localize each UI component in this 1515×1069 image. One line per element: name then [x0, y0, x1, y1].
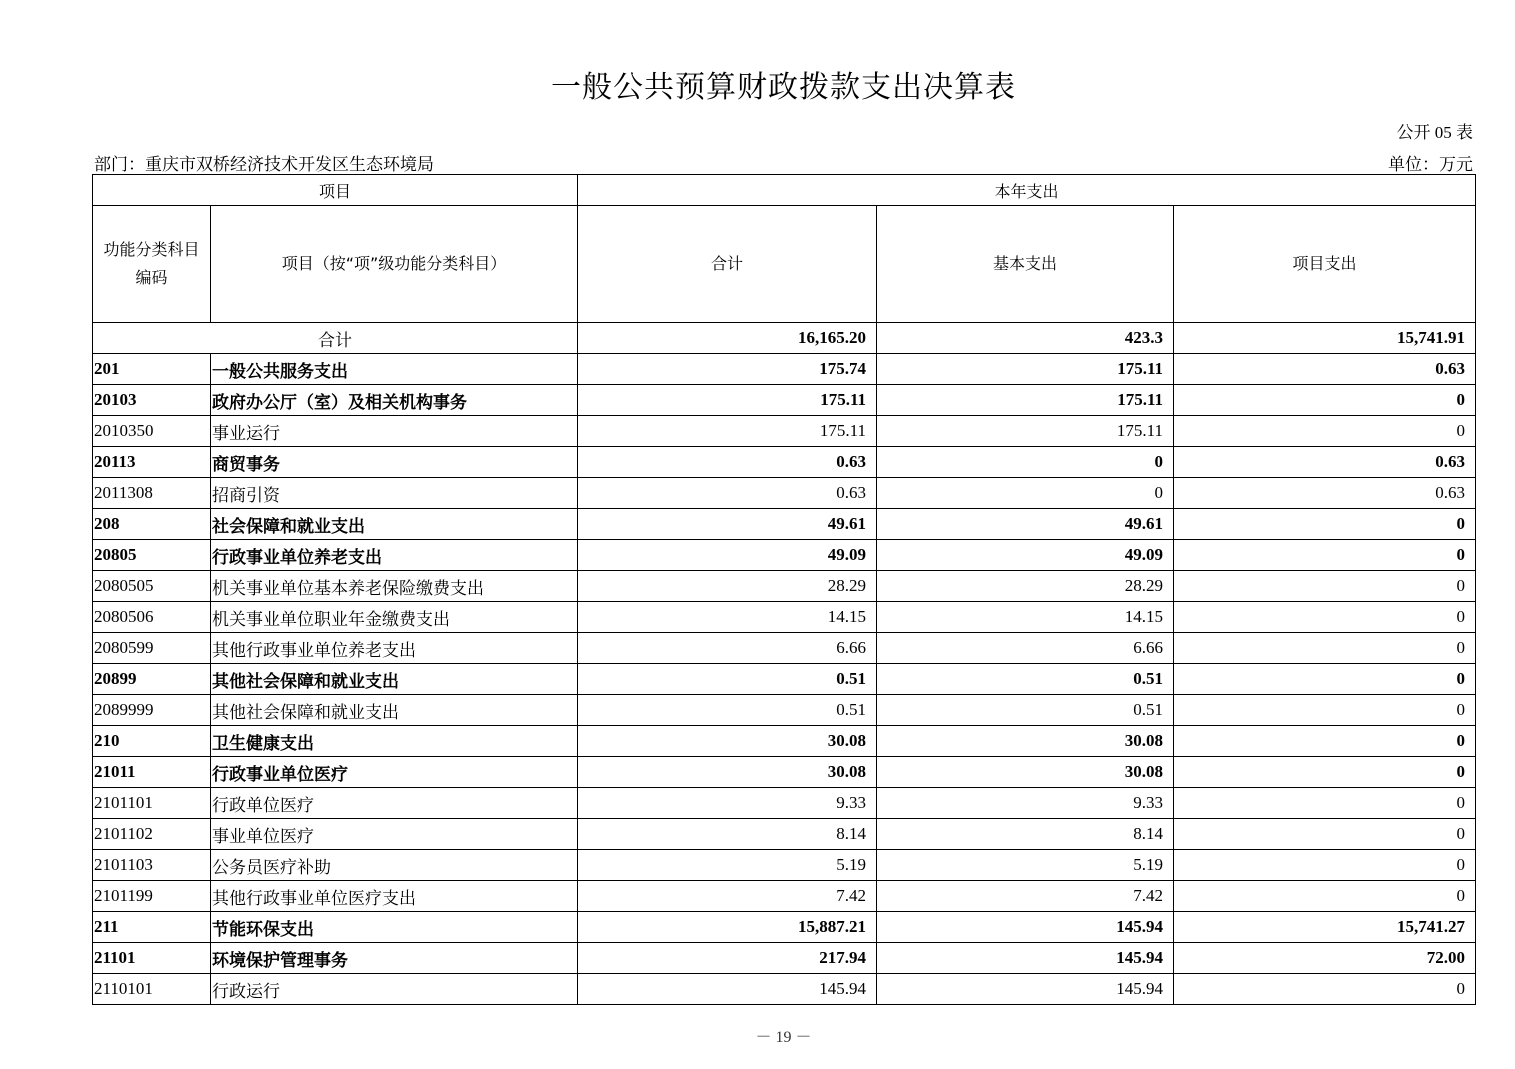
row-basic: 5.19	[877, 850, 1174, 881]
row-project: 0	[1174, 633, 1476, 664]
row-name: 一般公共服务支出	[211, 354, 578, 385]
row-project: 0	[1174, 385, 1476, 416]
row-total: 0.63	[578, 478, 877, 509]
row-basic: 0	[877, 478, 1174, 509]
row-name: 行政事业单位医疗	[211, 757, 578, 788]
total-row	[93, 323, 1476, 354]
row-total: 28.29	[578, 571, 877, 602]
row-total: 175.74	[578, 354, 877, 385]
header-code: 功能分类科目编码	[93, 206, 211, 323]
table-row	[93, 633, 1476, 664]
row-name: 机关事业单位基本养老保险缴费支出	[211, 571, 578, 602]
row-project: 0.63	[1174, 478, 1476, 509]
row-name: 其他行政事业单位医疗支出	[211, 881, 578, 912]
row-code: 2101102	[93, 819, 211, 850]
row-project: 0	[1174, 819, 1476, 850]
row-total: 8.14	[578, 819, 877, 850]
row-name: 事业单位医疗	[211, 819, 578, 850]
row-code: 2101103	[93, 850, 211, 881]
row-code: 20103	[93, 385, 211, 416]
row-total: 0.63	[578, 447, 877, 478]
row-project: 0	[1174, 850, 1476, 881]
header-current-year: 本年支出	[578, 175, 1476, 206]
row-code: 210	[93, 726, 211, 757]
row-code: 21101	[93, 943, 211, 974]
table-row	[93, 416, 1476, 447]
row-total: 9.33	[578, 788, 877, 819]
row-code: 211	[93, 912, 211, 943]
row-project: 0	[1174, 416, 1476, 447]
header-project-expenditure: 项目支出	[1174, 206, 1476, 323]
row-name: 商贸事务	[211, 447, 578, 478]
row-project: 0.63	[1174, 354, 1476, 385]
row-total: 0.51	[578, 664, 877, 695]
table-row	[93, 819, 1476, 850]
row-name: 社会保障和就业支出	[211, 509, 578, 540]
row-basic: 14.15	[877, 602, 1174, 633]
table-row	[93, 788, 1476, 819]
row-code: 20899	[93, 664, 211, 695]
row-basic: 6.66	[877, 633, 1174, 664]
row-name: 行政运行	[211, 974, 578, 1005]
table-row	[93, 509, 1476, 540]
row-code: 201	[93, 354, 211, 385]
row-code: 2011308	[93, 478, 211, 509]
row-total: 14.15	[578, 602, 877, 633]
row-basic: 49.09	[877, 540, 1174, 571]
row-total: 30.08	[578, 726, 877, 757]
row-basic: 175.11	[877, 354, 1174, 385]
table-row	[93, 943, 1476, 974]
table-row	[93, 602, 1476, 633]
row-code: 20113	[93, 447, 211, 478]
row-total: 5.19	[578, 850, 877, 881]
row-total: 49.61	[578, 509, 877, 540]
row-total: 0.51	[578, 695, 877, 726]
table-row	[93, 912, 1476, 943]
row-name: 环境保护管理事务	[211, 943, 578, 974]
row-basic: 8.14	[877, 819, 1174, 850]
row-project: 72.00	[1174, 943, 1476, 974]
page-title: 一般公共预算财政拨款支出决算表	[551, 71, 1016, 104]
table-row	[93, 726, 1476, 757]
row-name: 卫生健康支出	[211, 726, 578, 757]
table-row	[93, 881, 1476, 912]
row-code: 2010350	[93, 416, 211, 447]
row-code: 20805	[93, 540, 211, 571]
row-name: 事业运行	[211, 416, 578, 447]
row-project: 0	[1174, 509, 1476, 540]
table-subheader-row	[93, 206, 1476, 323]
row-total: 30.08	[578, 757, 877, 788]
row-code: 2101101	[93, 788, 211, 819]
row-total: 49.09	[578, 540, 877, 571]
row-basic: 30.08	[877, 726, 1174, 757]
row-total: 175.11	[578, 416, 877, 447]
row-name: 行政单位医疗	[211, 788, 578, 819]
row-basic: 7.42	[877, 881, 1174, 912]
unit-label: 单位：万元	[1388, 155, 1473, 174]
row-basic: 0.51	[877, 664, 1174, 695]
row-project: 0.63	[1174, 447, 1476, 478]
row-code: 2080505	[93, 571, 211, 602]
table-row	[93, 974, 1476, 1005]
row-basic: 145.94	[877, 912, 1174, 943]
row-project: 0	[1174, 540, 1476, 571]
table-row	[93, 757, 1476, 788]
header-basic: 基本支出	[877, 206, 1174, 323]
row-project: 0	[1174, 974, 1476, 1005]
table-row	[93, 385, 1476, 416]
table-header-row	[93, 175, 1476, 206]
table-row	[93, 695, 1476, 726]
row-basic: 145.94	[877, 943, 1174, 974]
row-name: 行政事业单位养老支出	[211, 540, 578, 571]
row-basic: 145.94	[877, 974, 1174, 1005]
header-total: 合计	[578, 206, 877, 323]
total-project: 15,741.91	[1174, 323, 1476, 354]
form-number: 公开 05 表	[1396, 123, 1473, 142]
row-project: 0	[1174, 602, 1476, 633]
total-label: 合计	[93, 323, 578, 354]
table-row	[93, 478, 1476, 509]
row-code: 2080599	[93, 633, 211, 664]
table-row	[93, 354, 1476, 385]
row-project: 0	[1174, 695, 1476, 726]
row-total: 145.94	[578, 974, 877, 1005]
table-row	[93, 447, 1476, 478]
row-basic: 175.11	[877, 416, 1174, 447]
row-name: 政府办公厅（室）及相关机构事务	[211, 385, 578, 416]
row-basic: 49.61	[877, 509, 1174, 540]
table-row	[93, 540, 1476, 571]
row-name: 节能环保支出	[211, 912, 578, 943]
row-total: 7.42	[578, 881, 877, 912]
row-name: 公务员医疗补助	[211, 850, 578, 881]
row-code: 21011	[93, 757, 211, 788]
row-total: 217.94	[578, 943, 877, 974]
row-total: 175.11	[578, 385, 877, 416]
row-total: 6.66	[578, 633, 877, 664]
total-basic: 423.3	[877, 323, 1174, 354]
page-number: － 19 －	[755, 1029, 812, 1046]
row-project: 0	[1174, 757, 1476, 788]
row-basic: 9.33	[877, 788, 1174, 819]
row-code: 2101199	[93, 881, 211, 912]
row-total: 15,887.21	[578, 912, 877, 943]
row-basic: 0	[877, 447, 1174, 478]
expenditure-table	[92, 174, 1476, 1005]
row-basic: 175.11	[877, 385, 1174, 416]
row-project: 0	[1174, 726, 1476, 757]
row-name: 其他社会保障和就业支出	[211, 695, 578, 726]
row-name: 其他行政事业单位养老支出	[211, 633, 578, 664]
row-basic: 28.29	[877, 571, 1174, 602]
row-project: 0	[1174, 664, 1476, 695]
row-code: 2089999	[93, 695, 211, 726]
row-project: 0	[1174, 881, 1476, 912]
row-project: 15,741.27	[1174, 912, 1476, 943]
table-row	[93, 664, 1476, 695]
row-basic: 30.08	[877, 757, 1174, 788]
table-row	[93, 850, 1476, 881]
row-code: 2110101	[93, 974, 211, 1005]
total-sum: 16,165.20	[578, 323, 877, 354]
row-code: 208	[93, 509, 211, 540]
row-name: 其他社会保障和就业支出	[211, 664, 578, 695]
row-code: 2080506	[93, 602, 211, 633]
header-project: 项目	[93, 175, 578, 206]
row-project: 0	[1174, 788, 1476, 819]
department-label: 部门：重庆市双桥经济技术开发区生态环境局	[94, 155, 434, 174]
row-name: 招商引资	[211, 478, 578, 509]
row-basic: 0.51	[877, 695, 1174, 726]
table-row	[93, 571, 1476, 602]
row-name: 机关事业单位职业年金缴费支出	[211, 602, 578, 633]
header-name: 项目（按“项”级功能分类科目）	[211, 206, 578, 323]
row-project: 0	[1174, 571, 1476, 602]
